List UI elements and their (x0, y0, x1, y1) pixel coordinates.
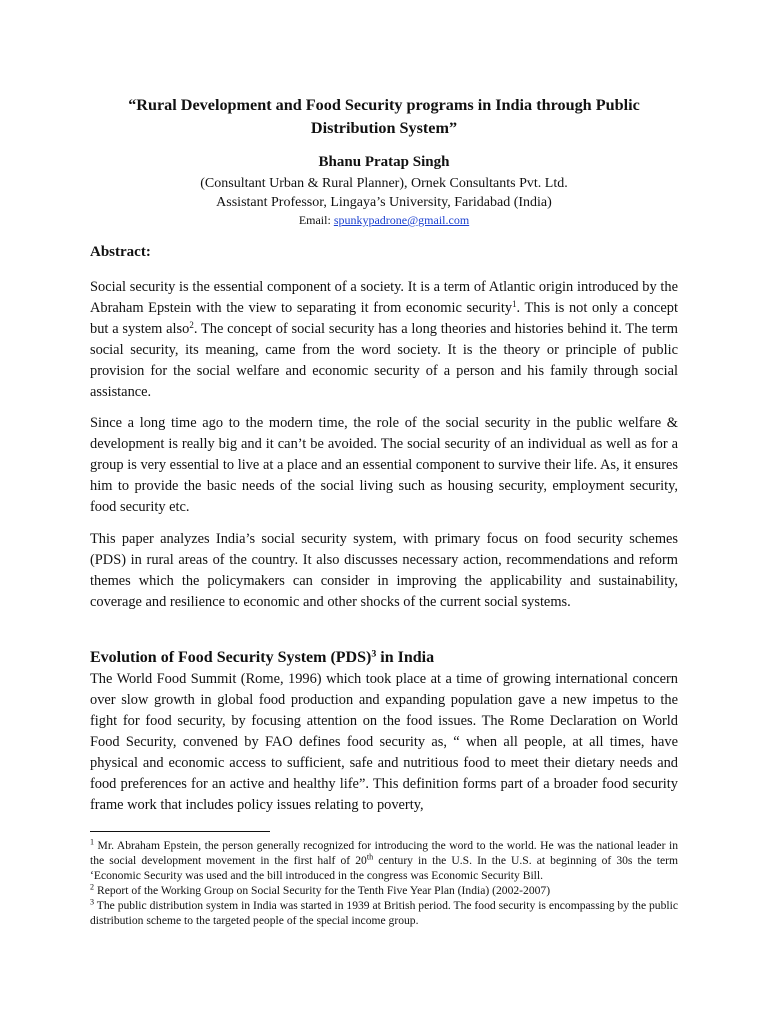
footnotes (90, 838, 678, 928)
footnote-divider (90, 831, 270, 832)
abstract-paragraph-3: This paper analyzes India’s social security system, with primary focus on food security schemes (PDS) in rural areas of the country. It also discusses necessary action, recommendations and reform themes which the policymakers can consider in improving the applicability and sustainability, coverage and resilience to economic and other shocks of the current social systems. (90, 531, 678, 610)
abstract-p1-text-a: Social security is the essential component of a society. It is a term of Atlantic origin introduced by the Abraham Epstein with the view to separating it from economic security (90, 279, 678, 316)
author-affiliation-2: Assistant Professor, Lingaya’s University, Faridabad (India) (216, 195, 552, 210)
footnote-ref-3[interactable]: 3 (371, 648, 377, 660)
footnote-2 (90, 883, 678, 898)
abstract-paragraph-1 (90, 277, 678, 403)
footnote-1-mark: 1 (90, 837, 95, 847)
evolution-heading (90, 648, 434, 668)
author-email-line (0, 213, 768, 228)
email-link[interactable]: spunkypadrone@gmail.com (333, 213, 470, 227)
paper-title: “Rural Development and Food Security programs in India through Public Distribution System” (128, 96, 640, 137)
footnote-ref-2[interactable]: 2 (189, 320, 194, 331)
email-label: Email: (298, 213, 334, 227)
evolution-heading-text-b: in India (376, 649, 435, 666)
footnote-1-superscript: th (366, 852, 374, 862)
abstract-heading: Abstract: (90, 244, 151, 260)
footnote-3-text: The public distribution system in India was started in 1939 at British period. The food security is encompassing by the public distribution scheme to the targeted people of the special income group. (90, 899, 678, 927)
footnote-3 (90, 898, 678, 928)
footnote-1-text-a: Mr. Abraham Epstein, the person generally recognized for introducing the word to the world. He was the national leader in the social development movement in the first half of 20 (90, 839, 678, 867)
abstract-p1-text-c: . The concept of social security has a long theories and histories behind it. The term social security, its meaning, came from the word society. It is the theory or principle of public provision for the social welfare and economic security of a person and his family through social assistance. (90, 321, 678, 400)
footnote-ref-1[interactable]: 1 (512, 299, 517, 310)
footnote-2-text: Report of the Working Group on Social Security for the Tenth Five Year Plan (India) (2002-2007) (94, 884, 551, 897)
footnote-1 (90, 838, 678, 883)
evolution-heading-text-a: Evolution of Food Security System (PDS) (90, 649, 372, 666)
evolution-paragraph-1: The World Food Summit (Rome, 1996) which took place at a time of growing international concern over slow growth in global food production and expanding population gave a new impetus to the fight for food security, by focusing attention on the food issues. The Rome Declaration on World Food Security, convened by FAO defines food security as, “ when all people, at all times, have physical and economic access to sufficient, safe and nutritious food to meet their dietary needs and food preferences for an active and healthy life”. This definition forms part of a broader food security frame work that includes policy issues relating to poverty, (90, 671, 678, 813)
author-name: Bhanu Pratap Singh (318, 154, 450, 170)
abstract-p1-text-b: . This is not only a concept but a system also (90, 300, 678, 337)
abstract-paragraph-2: Since a long time ago to the modern time, the role of the social security in the public welfare & development is really big and it can’t be avoided. The social security of an individual as well as for a group is very essential to live at a place and an essential component to survive their life. As, it ensures him to provide the basic needs of the social living such as housing security, employment security, food security etc. (90, 415, 678, 515)
footnote-3-mark: 3 (90, 897, 95, 907)
footnote-1-text-b: century in the U.S. In the U.S. at beginning of 30s the term ‘Economic Security was used and the bill introduced in the congress was Economic Security Bill. (90, 854, 679, 882)
footnote-2-mark: 2 (90, 882, 95, 892)
author-affiliation-1: (Consultant Urban & Rural Planner), Ornek Consultants Pvt. Ltd. (200, 176, 568, 191)
